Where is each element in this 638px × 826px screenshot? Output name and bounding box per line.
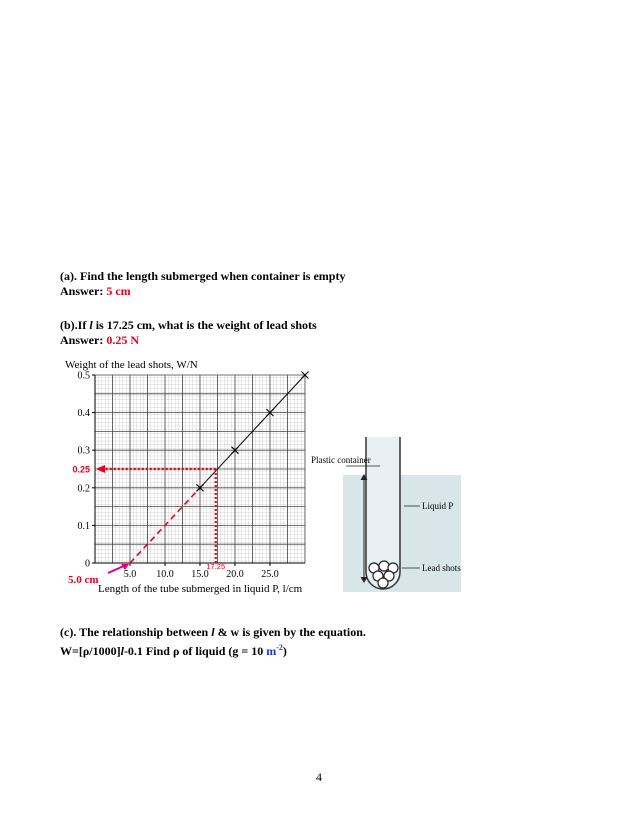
question-b-prefix: (b).If — [60, 318, 90, 332]
answer-b-value: 0.25 N — [106, 333, 139, 347]
x-tick-label: 10.0 — [156, 569, 174, 580]
question-b-suffix: is 17.25 cm, what is the weight of lead shots — [92, 318, 317, 332]
question-c-prefix: (c). The relationship between — [60, 625, 212, 639]
question-c-var: l — [211, 625, 215, 639]
weight-length-chart — [60, 355, 330, 595]
answer-b-label: Answer: — [60, 333, 104, 347]
liquid-p — [343, 475, 461, 592]
question-a-text: (a). Find the length submerged when container is empty — [60, 269, 346, 283]
liquid-label: Liquid P — [422, 501, 454, 511]
tube-diagram — [311, 432, 480, 597]
y-tick-label: 0.1 — [77, 520, 90, 532]
intercept-label: 5.0 cm — [68, 574, 99, 586]
y-tick-label: 0 — [85, 558, 90, 570]
shots-label: Lead shots — [422, 563, 461, 573]
x-reading-label: 17.25 — [206, 562, 226, 571]
question-c — [60, 625, 366, 659]
x-tick-label: 15.0 — [191, 569, 209, 580]
question-a — [60, 269, 345, 299]
page-number: 4 — [316, 770, 322, 784]
x-axis-label: Length of the tube submerged in liquid P, l/cm — [98, 583, 303, 595]
equation-unit: m — [266, 644, 277, 658]
answer-a-value: 5 cm — [106, 284, 131, 298]
question-c-suffix: & w is given by the equation. — [214, 625, 366, 639]
equation-close: ) — [282, 644, 287, 658]
x-tick-label: 25.0 — [261, 569, 279, 580]
answer-a-label: Answer: — [60, 284, 104, 298]
equation-prefix: W=[ρ/1000] — [60, 644, 121, 658]
y-tick-label: 0.4 — [77, 408, 90, 420]
x-tick-label: 20.0 — [226, 569, 244, 580]
equation-exponent: -2 — [276, 643, 283, 652]
equation-suffix: -0.1 Find ρ of liquid (g = 10 — [123, 644, 267, 658]
equation-var: l — [120, 644, 124, 658]
container-label: Plastic container — [311, 455, 371, 465]
y-reading-label: 0.25 — [72, 464, 90, 475]
y-tick-label: 0.5 — [77, 370, 90, 382]
question-b-var: l — [89, 318, 93, 332]
y-tick-label: 0.2 — [77, 483, 90, 495]
y-axis-label: Weight of the lead shots, W/N — [65, 359, 198, 371]
y-tick-label: 0.3 — [77, 445, 90, 457]
x-tick-label: 5.0 — [123, 569, 137, 580]
question-b — [60, 318, 317, 348]
